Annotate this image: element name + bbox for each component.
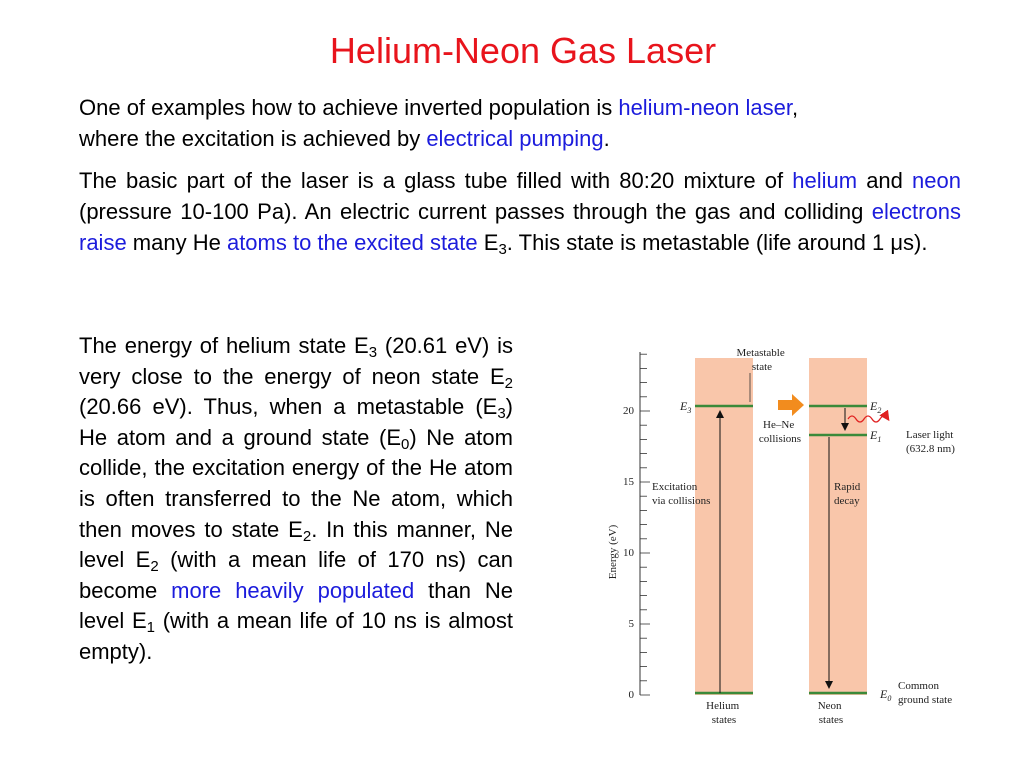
subscript: 1 [146,619,155,637]
e1-label: $E_1$ [870,428,882,444]
rapid-decay-label: Rapid decay [834,481,861,507]
laser-light-label: Laser light (632.8 nm) [906,429,955,455]
subscript: 2 [302,527,312,545]
highlight-helium-neon-laser: helium-neon laser [618,95,792,120]
subscript: 0 [401,435,410,453]
subscript: 2 [150,558,159,576]
metastable-state-label: Metastable state [736,347,785,373]
text-run: . [603,126,610,151]
y-axis-minor-ticks [640,354,650,695]
common-ground-label: Common ground state [898,680,953,706]
text-run: . This state [506,230,614,255]
helium-column [695,358,753,695]
tick-10: 10 [623,547,634,559]
highlight-excited-state: atoms to the excited state [226,230,478,255]
subscript: 3 [498,241,507,258]
energy-level-diagram [600,340,1010,740]
text-run: ) He atom and a ground state (E [79,394,513,450]
text-run: The basic part of the laser is a glass tube filled with 80:20 mixture of [79,168,793,193]
text-run: E [477,230,499,255]
highlight-neon: neon [912,168,961,193]
tube-paragraph [79,165,961,258]
text-run: (with a mean life of 170 ns) can become [79,547,513,603]
text-run: (with a mean life of 10 ns is almost empty). [79,608,513,664]
helium-states-label: Helium states [706,700,740,726]
neon-column [809,358,867,695]
tick-5: 5 [628,618,634,630]
e2-label: $E_2$ [870,399,882,415]
e0-label: $E_0$ [880,687,892,703]
subscript: 2 [504,374,513,392]
tick-15: 15 [623,476,634,488]
text-run: , [792,95,799,120]
highlight-helium: helium [792,168,858,193]
highlight-more-heavily-populated: more heavily populated [171,577,415,603]
text-run: (20.61 eV) is very close to the energy of neon state E [79,333,513,389]
highlight-electrical-pumping: electrical pumping [426,126,604,151]
y-axis-label: Energy (eV) [607,524,619,580]
e3-label: $E_3$ [680,399,692,415]
text-run: One of examples how to achieve inverted population is [79,95,619,120]
intro-paragraph [79,92,961,154]
transfer-arrow [778,394,804,416]
text-run: (pressure 10-100 Pa). An electric current passes through the gas [79,199,731,224]
text-run: where the excitation is achieved by [79,126,427,151]
neon-states-label: Neon states [817,700,844,726]
tick-20: 20 [623,405,634,417]
y-axis-ticks [623,405,635,701]
excitation-label: Excitation via collisions [652,481,711,507]
text-run: and colliding [738,199,872,224]
text-run: (20.66 eV). Thus, when a metastable (E [79,394,498,420]
text-run: . In this manner, Ne level E [79,516,514,573]
tick-0: 0 [628,689,634,701]
text-run: and [866,168,913,193]
text-run: The energy of helium state E [79,333,369,358]
he-ne-collisions-label: He–Ne collisions [758,419,802,445]
subscript: 3 [368,344,378,361]
page-title: Helium-Neon Gas Laser [329,30,717,71]
text-run: is metastable (life around 1 μs). [620,230,928,255]
energy-paragraph [79,331,513,668]
highlight-electrons-raise: electrons raise [79,199,961,255]
text-run: ) Ne atom collide, the excitation energy of the He atom is often transferred to the Ne atom, which then moves to state E [79,424,513,542]
text-run: than Ne level E [79,577,513,634]
text-run: many He [126,230,227,255]
subscript: 3 [497,405,506,423]
